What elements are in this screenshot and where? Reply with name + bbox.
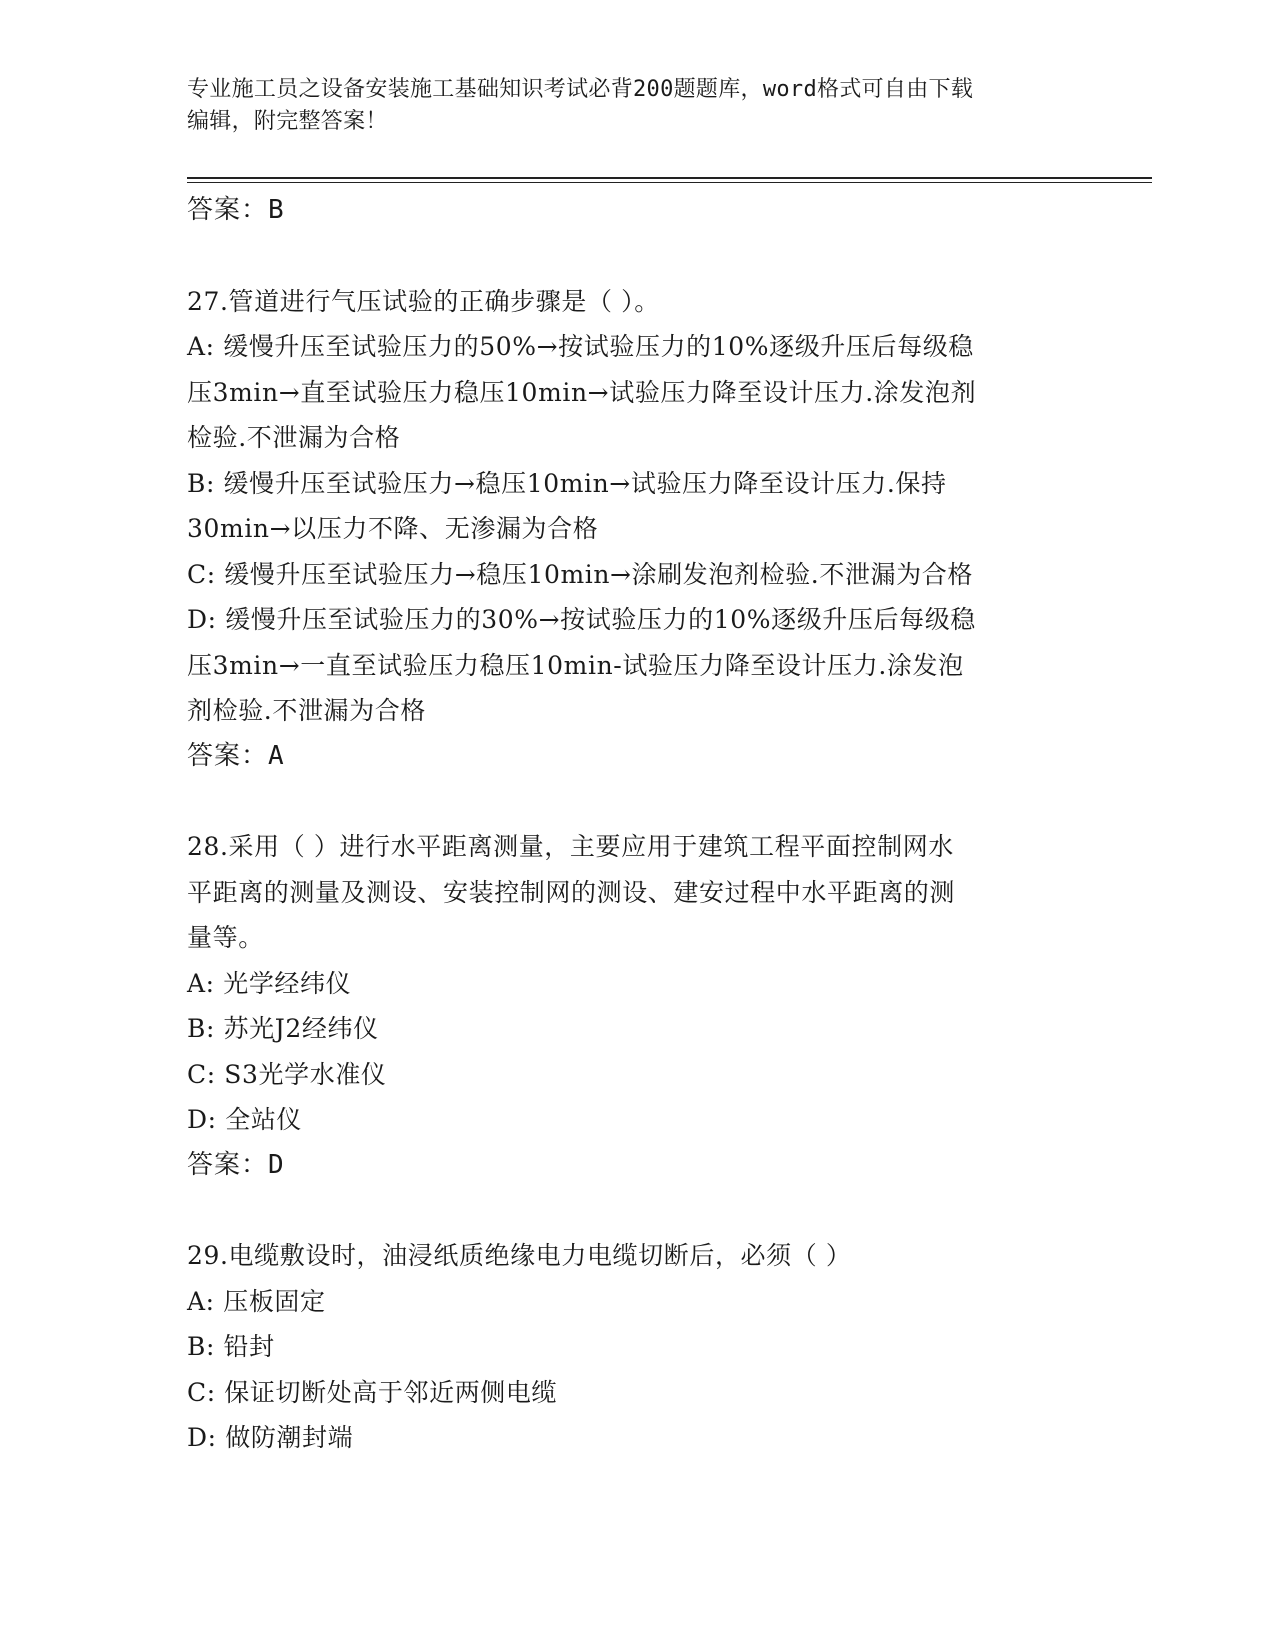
option-a-line-2: 压3min→直至试验压力稳压10min→试验压力降至设计压力.涂发泡剂: [187, 377, 977, 407]
option-d: D: 全站仪: [187, 1105, 303, 1134]
option-c-line-1: C: 缓慢升压至试验压力→稳压10min→涂刷发泡剂检验.不泄漏为合格: [187, 559, 973, 589]
option-a-line-1: A: 缓慢升压至试验压力的50%→按试验压力的10%逐级升压后每级稳: [187, 332, 974, 361]
answer-label: 答案：: [187, 1149, 269, 1180]
question-text-line-1: 28.采用（ ）进行水平距离测量，主要应用于建筑工程平面控制网水: [187, 832, 954, 861]
option-d: D: 做防潮封端: [187, 1423, 354, 1452]
question-text-line-3: 量等。: [187, 923, 264, 952]
answer-value: D: [268, 1149, 285, 1180]
question-text: 27.管道进行气压试验的正确步骤是（ ）。: [187, 286, 660, 316]
answer-label: 答案：: [187, 195, 269, 225]
option-b-line-2: 30min→以压力不降、无渗漏为合格: [187, 514, 599, 543]
document-body: [187, 188, 1087, 1461]
header-rule-thin: [187, 182, 1152, 183]
option-a-line-3: 检验.不泄漏为合格: [187, 423, 401, 452]
header-line-2: 编辑，附完整答案！: [187, 109, 388, 134]
spacer: [187, 234, 1087, 279]
answer-line: [187, 734, 1087, 780]
option-d-line-3: 剂检验.不泄漏为合格: [187, 696, 426, 725]
option-a: A: 压板固定: [187, 1286, 326, 1316]
question-29: [187, 1233, 1087, 1461]
question-text-line-2: 平距离的测量及测设、安装控制网的测设、建安过程中水平距离的测: [187, 877, 956, 907]
option-b-line-1: B: 缓慢升压至试验压力→稳压10min→试验压力降至设计压力.保持: [187, 468, 947, 498]
question-28: [187, 824, 1087, 1188]
option-c: C: 保证切断处高于邻近两侧电缆: [187, 1377, 558, 1407]
answer-label: 答案：: [187, 740, 269, 771]
answer-value: A: [268, 740, 285, 771]
option-c: C: S3光学水准仪: [187, 1059, 387, 1089]
option-b: B: 苏光J2经纬仪: [187, 1014, 379, 1043]
document-header: [187, 74, 1067, 138]
answer-line: [187, 188, 1087, 234]
answer-value: B: [268, 195, 285, 225]
option-a: A: 光学经纬仪: [187, 968, 352, 998]
question-text: 29.电缆敷设时，油浸纸质绝缘电力电缆切断后，必须（ ）: [187, 1241, 852, 1270]
option-d-line-1: D: 缓慢升压至试验压力的30%→按试验压力的10%逐级升压后每级稳: [187, 605, 976, 634]
spacer: [187, 779, 1087, 824]
option-d-line-2: 压3min→一直至试验压力稳压10min-试验压力降至设计压力.涂发泡: [187, 650, 964, 680]
header-line-1: 专业施工员之设备安装施工基础知识考试必背200题题库，word格式可自由下载: [187, 77, 974, 102]
spacer: [187, 1188, 1087, 1233]
header-rule-thick: [187, 177, 1152, 179]
question-27: [187, 279, 1087, 780]
answer-line: [187, 1143, 1087, 1189]
option-b: B: 铅封: [187, 1332, 275, 1361]
